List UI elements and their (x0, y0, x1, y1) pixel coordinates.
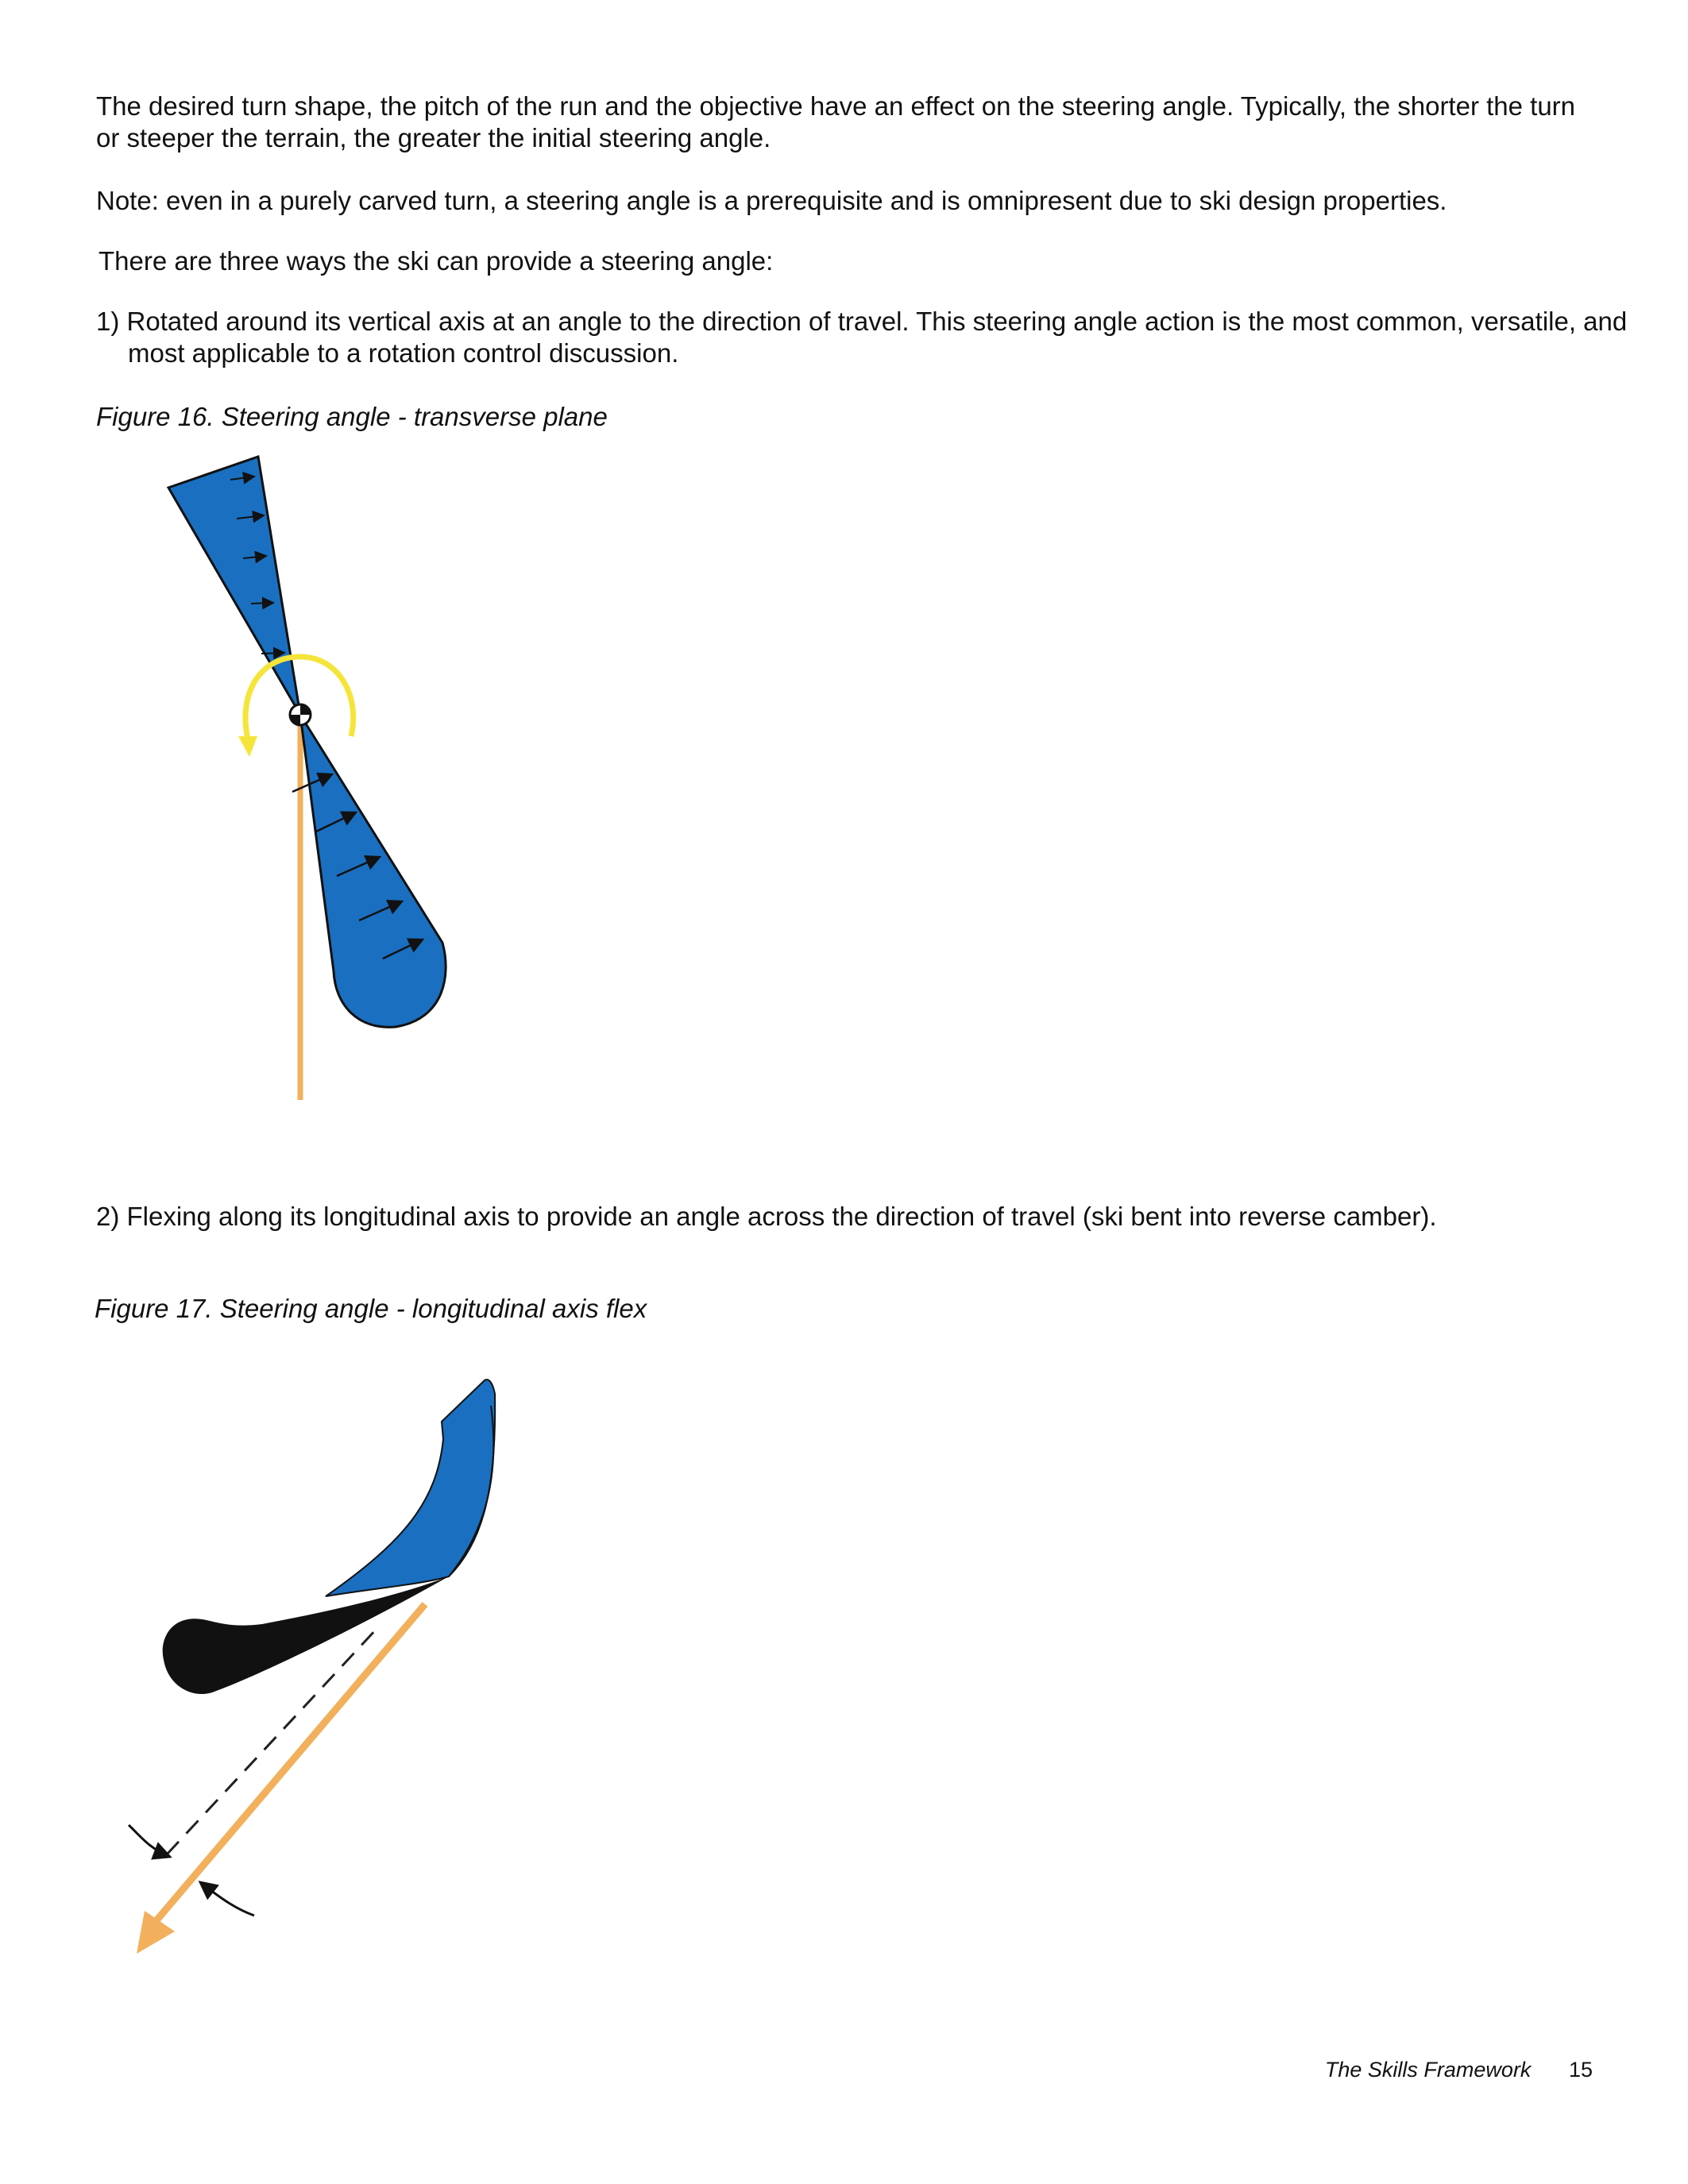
ski-flexed-top-shape (326, 1379, 495, 1596)
note-paragraph: Note: even in a purely carved turn, a steering angle is a prerequisite and is omnipresent due to ski design properties. (96, 186, 1447, 215)
page-number: 15 (1568, 2058, 1593, 2082)
figure-17-longitudinal-flex-diagram (95, 1366, 540, 1970)
footer-title: The Skills Framework (1324, 2058, 1532, 2082)
ski-tail-shape (168, 457, 300, 715)
angle-arrow-right (200, 1882, 254, 1916)
list-item-2: 2) Flexing along its longitudinal axis to provide an angle across the direction of travel (ski bent into reverse camber). (96, 1202, 1437, 1231)
page-footer (1325, 2057, 1593, 2082)
ski-tip-shape (300, 715, 446, 1027)
figure-16-caption: Figure 16. Steering angle - transverse plane (96, 402, 608, 431)
figure-17-caption: Figure 17. Steering angle - longitudinal axis flex (95, 1294, 647, 1323)
rotation-arrowhead (238, 736, 257, 757)
figure-16-transverse-plane-diagram (95, 441, 477, 1100)
list-item-1: 1) Rotated around its vertical axis at an angle to the direction of travel. This steering angle action is the most common, versatile, and most applicable to a rotation control discussion. (96, 307, 1628, 368)
intro-paragraph: The desired turn shape, the pitch of the run and the objective have an effect on the steering angle. Typically, the shorter the turn or steeper the terrain, the greater the initial steering angle. (96, 91, 1576, 152)
ways-paragraph: There are three ways the ski can provide a steering angle: (98, 246, 774, 276)
angle-arrow-left (129, 1825, 170, 1857)
ski-base-shape (163, 1576, 449, 1694)
